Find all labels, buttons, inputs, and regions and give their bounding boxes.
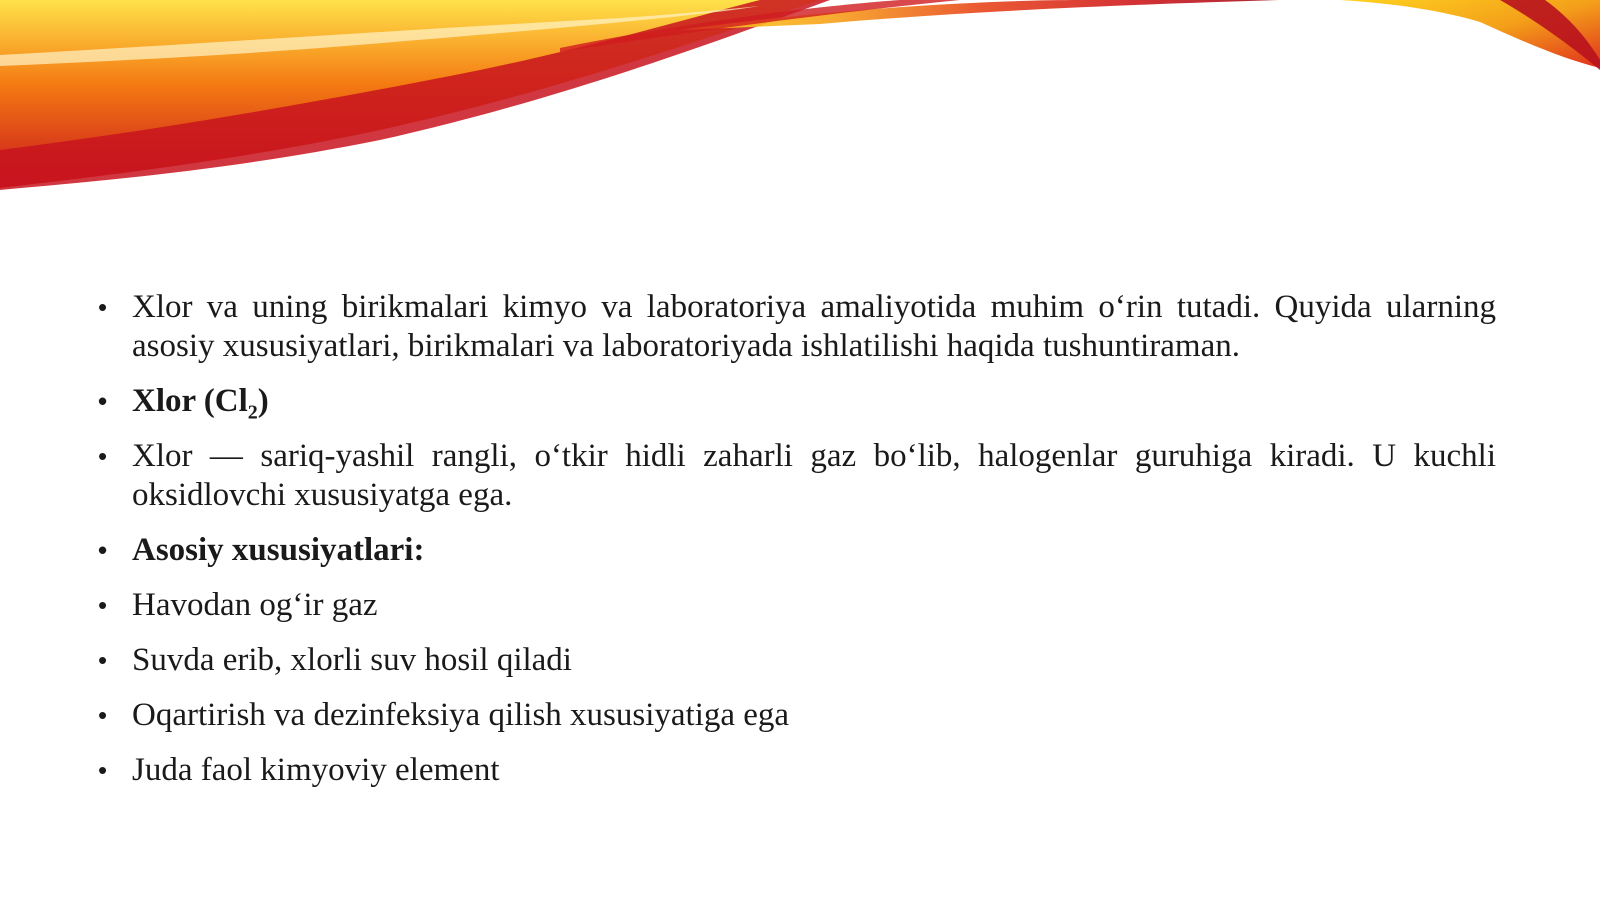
heading-text: Xlor (Cl (132, 383, 248, 419)
formula-subscript: 2 (247, 401, 258, 424)
list-item (98, 751, 1496, 790)
list-item (98, 382, 1496, 424)
list-item-heading-chlorine (132, 383, 269, 424)
bullet-icon: • (98, 292, 108, 322)
decorative-wave-banner (0, 0, 1600, 210)
heading-text-end: ) (257, 383, 269, 419)
list-item (98, 641, 1496, 680)
bullet-icon: • (98, 700, 108, 730)
list-item (98, 531, 1496, 570)
bullet-list (98, 288, 1496, 790)
list-item (98, 696, 1496, 735)
list-item-text: Oqartirish va dezinfeksiya qilish xususiyatiga ega (132, 697, 790, 733)
list-item-text: Havodan og‘ir gaz (132, 587, 378, 623)
list-item (98, 437, 1496, 515)
list-item (98, 586, 1496, 625)
bullet-icon: • (98, 386, 108, 416)
list-item-text: Xlor — sariq-yashil rangli, o‘tkir hidli zaharli gaz bo‘lib, halogenlar guruhiga kiradi. U kuchli oksidlovchi xususiyatga ega. (132, 438, 1496, 513)
bullet-icon: • (98, 441, 108, 471)
list-item-text: Xlor va uning birikmalari kimyo va laboratoriya amaliyotida muhim o‘rin tutadi. Quyida ularning asosiy xususiyatlari, birikmalari va laboratoriyada ishlatilishi haqida tushuntiraman. (132, 289, 1496, 364)
bullet-icon: • (98, 755, 108, 785)
slide-body (98, 288, 1496, 806)
bullet-icon: • (98, 590, 108, 620)
list-item-text: Juda faol kimyoviy element (132, 752, 500, 788)
bullet-icon: • (98, 645, 108, 675)
list-item-heading-properties: Asosiy xususiyatlari: (132, 532, 425, 568)
bullet-icon: • (98, 535, 108, 565)
list-item-text: Suvda erib, xlorli suv hosil qiladi (132, 642, 572, 678)
list-item (98, 288, 1496, 366)
